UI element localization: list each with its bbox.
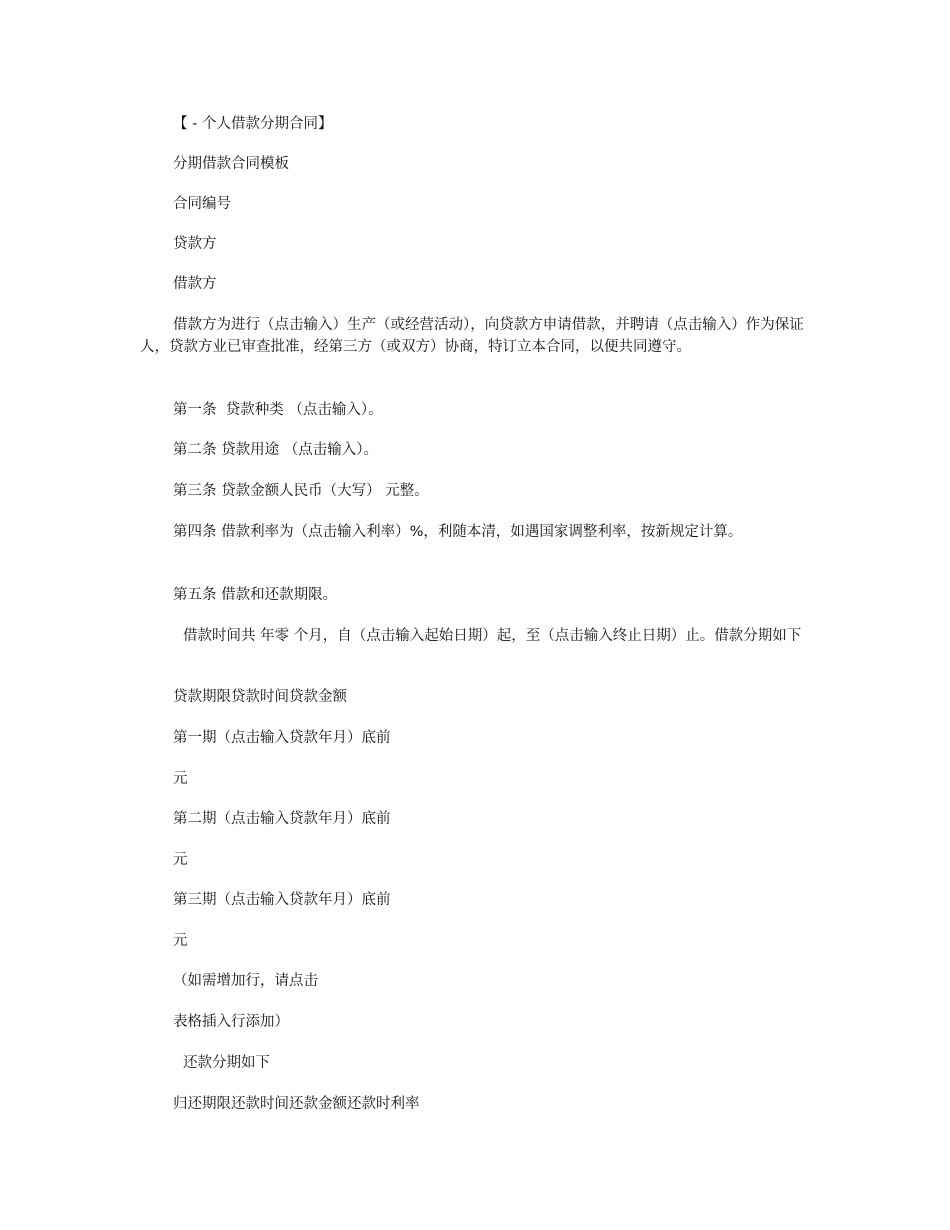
loan-row-3: 第三期（点击输入贷款年月）底前: [173, 892, 391, 908]
repayment-intro: 还款分期如下: [183, 1055, 270, 1071]
loan-row-2: 第二期（点击输入贷款年月）底前: [173, 811, 391, 827]
contract-number-label: 合同编号: [173, 196, 231, 212]
preamble-paragraph: 借款方为进行（点击输入）生产（或经营活动），向贷款方申请借款，并聘请（点击输入）作为保证人，贷款方业已审查批准，经第三方（或双方）协商，特订立本合同，以便共同遵守。: [140, 317, 804, 355]
loan-row-3-unit: 元: [173, 933, 188, 949]
article-2: 第二条 贷款用途 （点击输入）。: [173, 442, 378, 458]
loan-table-header: 贷款期限贷款时间贷款金额: [173, 689, 347, 705]
document-title: 【 - 个人借款分期合同】: [173, 116, 333, 132]
borrower-label: 借款方: [173, 276, 217, 292]
loan-row-1: 第一期（点击输入贷款年月）底前: [173, 730, 391, 746]
repayment-table-header: 归还期限还款时间还款金额还款时利率: [173, 1096, 420, 1112]
article-1: 第一条 贷款种类 （点击输入）。: [173, 402, 383, 418]
lender-label: 贷款方: [173, 236, 217, 252]
article-5: 第五条 借款和还款期限。: [173, 587, 338, 603]
template-title: 分期借款合同模板: [173, 156, 289, 172]
add-row-note-line-1: （如需增加行，请点击: [173, 973, 318, 989]
loan-row-1-unit: 元: [173, 771, 188, 787]
loan-period-text: 借款时间共 年零 个月，自（点击输入起始日期）起，至（点击输入终止日期）止。借款分期如下: [183, 628, 802, 644]
article-3: 第三条 贷款金额人民币（大写） 元整。: [173, 483, 429, 499]
article-4: 第四条 借款利率为（点击输入利率）%，利随本清，如遇国家调整利率，按新规定计算。: [173, 524, 743, 540]
loan-row-2-unit: 元: [173, 852, 188, 868]
add-row-note-line-2: 表格插入行添加）: [173, 1014, 289, 1030]
